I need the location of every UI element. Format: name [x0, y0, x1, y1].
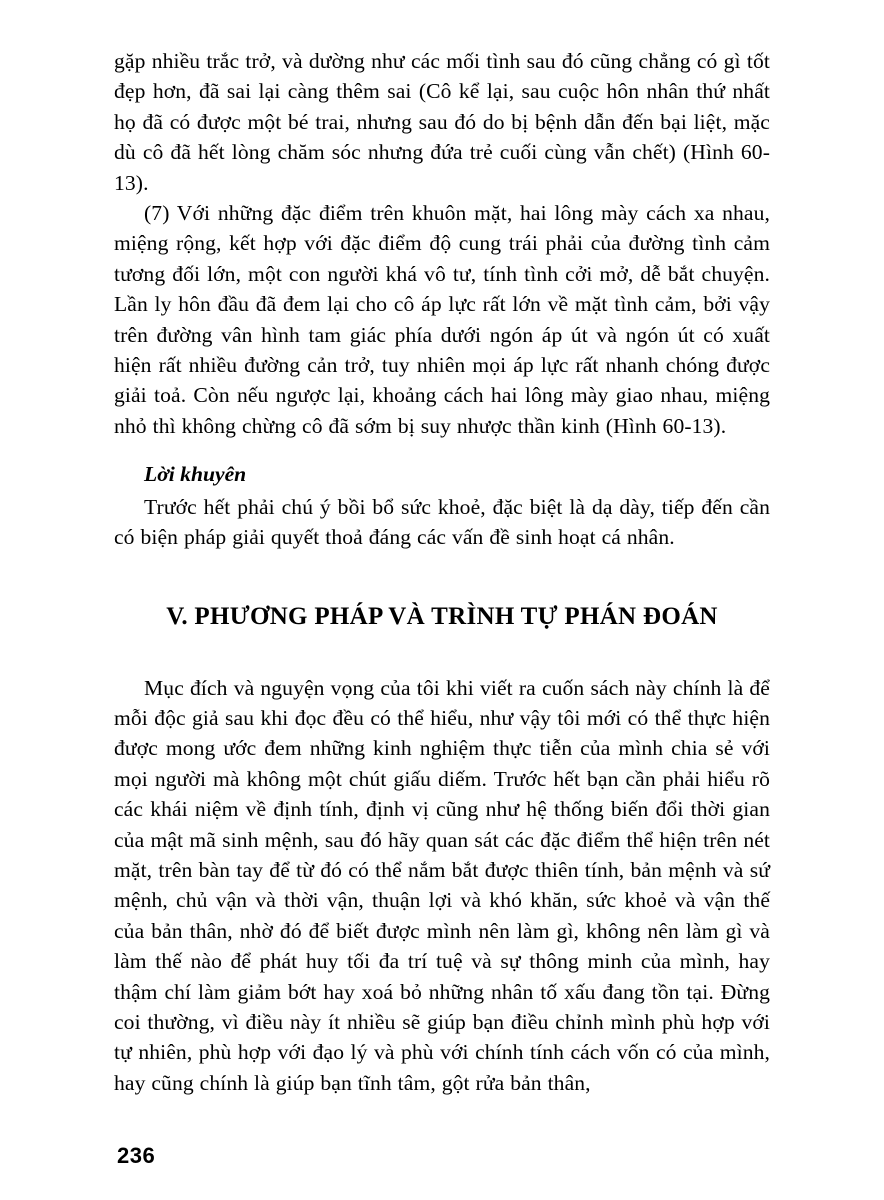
advice-subheading: Lời khuyên: [144, 462, 247, 487]
page-content: [114, 46, 770, 1098]
page-number: 236: [117, 1143, 156, 1168]
paragraph-section-intro: Mục đích và nguyện vọng của tôi khi viết ra cuốn sách này chính là để mỗi độc giả sau khi đọc đều có thể hiểu, như vậy tôi mới có thể thực hiện được mong ước đem những kinh nghiệm thực tiễn của mình chia sẻ với mọi người mà không một chút giấu diếm. Trước hết bạn cần phải hiểu rõ các khái niệm về định tính, định vị cũng như hệ thống biến đổi thời gian của mật mã sinh mệnh, sau đó hãy quan sát các đặc điểm thể hiện trên nét mặt, trên bàn tay để từ đó có thể nắm bắt được thiên tính, bản mệnh và sứ mệnh, chủ vận và thời vận, thuận lợi và khó khăn, sức khoẻ và vận thế của bản thân, nhờ đó để biết được mình nên làm gì, không nên làm gì và làm thế nào để phát huy tối đa trí tuệ và sự thông minh của mình, hay thậm chí làm giảm bớt hay xoá bỏ những nhân tố xấu đang tồn tại. Đừng coi thường, vì điều này ít nhiều sẽ giúp bạn điều chỉnh mình phù hợp với tự nhiên, phù hợp với đạo lý và phù với chính tính cách vốn có của mình, hay cũng chính là giúp bạn tĩnh tâm, gột rửa bản thân,: [114, 675, 770, 1095]
spacer-above-advice-heading: [114, 441, 770, 453]
spacer-above-section-heading: [114, 553, 770, 601]
spacer-below-section-heading: [114, 633, 770, 673]
section-heading-v: V. PHƯƠNG PHÁP VÀ TRÌNH TỰ PHÁN ĐOÁN: [166, 602, 718, 630]
paragraph-continuation: gặp nhiều trắc trở, và dường như các mối tình sau đó cũng chẳng có gì tốt đẹp hơn, đã sai lại càng thêm sai (Cô kể lại, sau cuộc hôn nhân thứ nhất họ đã có được một bé trai, nhưng sau đó do bị bệnh dẫn đến bại liệt, mặc dù cô đã hết lòng chăm sóc nhưng đứa trẻ cuối cùng vẫn chết) (Hình 60-13).: [114, 49, 770, 195]
paragraph-item-7: (7) Với những đặc điểm trên khuôn mặt, hai lông mày cách xa nhau, miệng rộng, kết hợp với đặc điểm độ cung trái phải của đường tình cảm tương đối lớn, một con người khá vô tư, tính tình cởi mở, dễ bắt chuyện. Lần ly hôn đầu đã đem lại cho cô áp lực rất lớn về mặt tình cảm, bởi vậy trên đường vân hình tam giác phía dưới ngón áp út và ngón út có xuất hiện rất nhiều đường cản trở, tuy nhiên mọi áp lực rất nhanh chóng được giải toả. Còn nếu ngược lại, khoảng cách hai lông mày giao nhau, miệng nhỏ thì không chừng cô đã sớm bị suy nhược thần kinh (Hình 60-13).: [114, 201, 770, 438]
paragraph-advice-body: Trước hết phải chú ý bồi bổ sức khoẻ, đặc biệt là dạ dày, tiếp đến cần có biện pháp giải quyết thoả đáng các vấn đề sinh hoạt cá nhân.: [114, 494, 770, 550]
